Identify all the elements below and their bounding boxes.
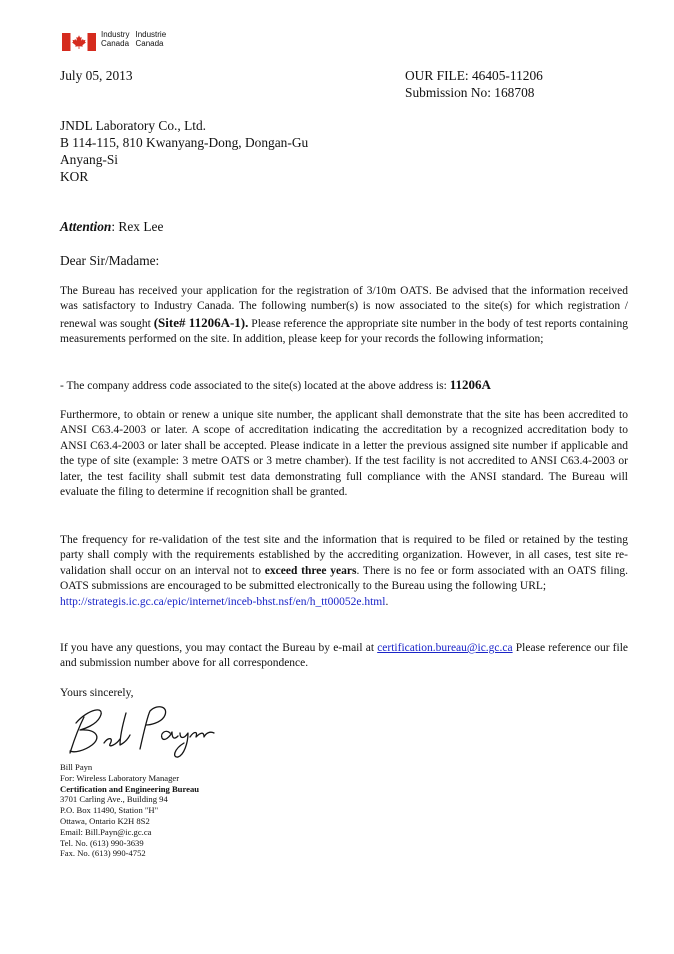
salutation: Dear Sir/Madame: [60,253,160,268]
attention-line [60,218,163,235]
paragraph-contact [60,641,628,672]
attention-name: : Rex Lee [111,219,164,234]
closing: Yours sincerely, [60,687,134,699]
para1-text-b: Please reference the appropriate site number in the body of test reports containing measurements performed on the site. In addition, please keep for your records the following information; [60,317,629,346]
site-number: (Site# 11206A-1). [153,314,249,330]
department-name-en [101,30,129,48]
revalidation-interval: exceed three years [264,564,357,577]
para4-text-b: Please reference our file and submission number above for all correspondence. [60,642,629,670]
address-code: 11206A [449,377,491,392]
paragraph-revalidation [60,533,628,610]
para3-text-b: . There is no fee or form associated with an OATS filing. OATS submissions are encouraged to be submitted electronically to the Bureau using the following URL; [60,564,629,593]
oats-submission-link[interactable]: http://strategis.ic.gc.ca/epic/internet/inceb-bhst.nsf/en/h_tt00052e.html [60,595,386,608]
address-country: KOR [60,169,89,184]
para1-text-a: The Bureau has received your application for the registration of 3/10m OATS. Be advised that the information received was satisfactory to Industry Canada. The following number(s) is now associated to the site(s) for which registration / renewal was sought [60,285,628,330]
dept-fr-line2: Canada [135,39,164,48]
company-name: JNDL Laboratory Co., Ltd. [60,118,207,133]
paragraph-registration [60,284,628,348]
letter-date: July 05, 2013 [60,68,133,83]
address-line1: B 114-115, 810 Kwanyang-Dong, Dongan-Gu [60,135,309,150]
address-code-text: - The company address code associated to the site(s) located at the above address is: [60,380,450,392]
signatory-address1: 3701 Carling Ave., Building 94 [60,794,168,805]
attention-label: Attention [60,219,112,234]
signatory-block [60,762,199,859]
para3-text-a: The frequency for re-validation of the test site and the information that is required to be filed or retained by the testing party shall comply with the requirements established by the accrediting organization. However, in all cases, test site re-validation shall occur on an interval not to [60,534,628,577]
government-logo [62,30,166,51]
bureau-email-link[interactable]: certification.bureau@ic.gc.ca [377,642,513,654]
signatory-address2: P.O. Box 11490, Station "H" [60,805,159,816]
dept-en-line2: Canada [101,39,130,48]
url-period: . [385,595,389,608]
signatory-org: Certification and Engineering Bureau [60,783,200,794]
handwritten-signature [66,703,216,761]
our-file: OUR FILE: 46405-11206 [405,68,543,83]
file-info [405,67,543,101]
submission-number: Submission No: 168708 [405,85,535,100]
recipient-address [60,117,308,185]
department-name-fr [135,30,166,48]
signatory-title: For: Wireless Laboratory Manager [60,772,180,783]
canada-flag-icon [62,33,96,51]
para4-text-a: If you have any questions, you may contact the Bureau by e-mail at [60,642,378,654]
signatory-address3: Ottawa, Ontario K2H 8S2 [60,815,150,826]
para2-text: Furthermore, to obtain or renew a unique site number, the applicant shall demonstrate that the site has been accredited to ANSI C63.4-2003 or later. A scope of accreditation indicating the accreditation by a recognized accreditation body to ANSI C63.4-2003 or later shall be accepted. Please indicate in a letter the previous assigned site number if applicable and the type of site (example: 3 metre OATS or 3 metre chamber). If the test facility is not accredited to ANSI C63.4-2003 or later, the test facility shall submit test data demonstrating full compliance with the ANSI standard. The Bureau will evaluate the filing to determine if recognition shall be granted. [60,409,628,499]
signatory-email: Email: Bill.Payn@ic.gc.ca [60,826,152,837]
address-line2: Anyang-Si [60,152,119,167]
paragraph-accreditation [60,408,628,500]
address-code-line [60,377,628,394]
signatory-tel: Tel. No. (613) 990-3639 [60,837,144,848]
dept-fr-line1: Industrie [135,30,167,39]
signatory-name: Bill Payn [60,762,93,772]
signatory-fax: Fax. No. (613) 990-4752 [60,848,146,859]
dept-en-line1: Industry [101,30,130,39]
